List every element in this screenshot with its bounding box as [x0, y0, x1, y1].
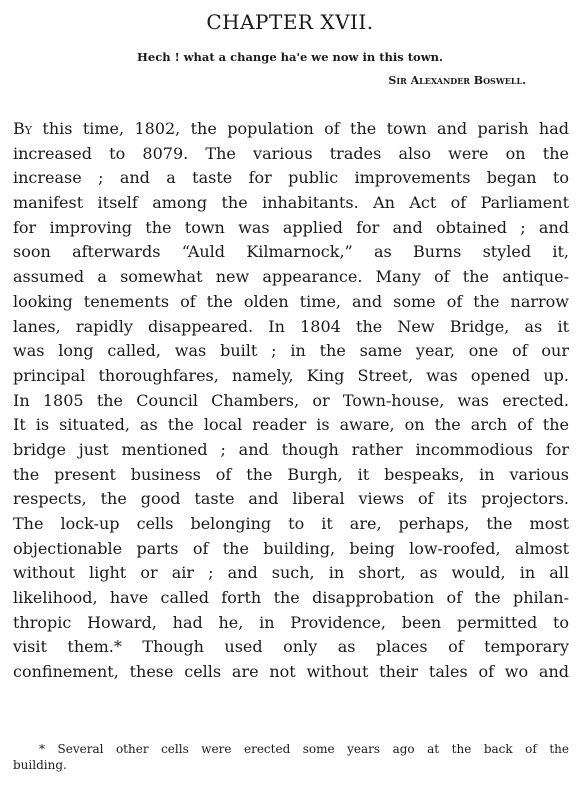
body-paragraph: [13, 117, 569, 685]
body-line: It is situated, as the local reader is aware, on the arch of the: [13, 415, 569, 435]
body-line: assumed a somewhat new appearance. Many of the antique-: [13, 267, 569, 287]
body-line: the present business of the Burgh, it bespeaks, in various: [13, 464, 569, 484]
footnote-line: * Several other cells were erected some years ago at the back of the: [39, 742, 569, 756]
footnote: [13, 741, 569, 773]
body-line: increase ; and a taste for public improvements began to: [13, 168, 569, 188]
body-line: increased to 8079. The various trades also were on the: [13, 143, 569, 163]
body-line: was long called, was built ; in the same year, one of our: [13, 341, 569, 361]
body-line: objectionable parts of the building, being low-roofed, almost: [13, 538, 569, 558]
body-line: confinement, these cells are not without their tales of wo and: [13, 662, 569, 682]
body-line: visit them.* Though used only as places of temporary: [13, 637, 569, 657]
body-line-text: this time, 1802, the population of the town and parish had: [32, 119, 569, 138]
body-line: [13, 117, 569, 142]
lead-word: By: [13, 119, 33, 138]
body-line: manifest itself among the inhabitants. An Act of Parliament: [13, 193, 569, 213]
epigraph-quote: Hech ! what a change ha'e we now in this town.: [137, 50, 443, 64]
body-line: likelihood, have called forth the disapprobation of the philan-: [13, 588, 569, 608]
body-line: bridge just mentioned ; and though rather incommodious for: [13, 439, 569, 459]
body-line: lanes, rapidly disappeared. In 1804 the New Bridge, as it: [13, 316, 569, 336]
body-line: thropic Howard, had he, in Providence, been permitted to: [13, 612, 569, 632]
body-line: for improving the town was applied for and obtained ; and: [13, 217, 569, 237]
body-line: The lock-up cells belonging to it are, perhaps, the most: [13, 514, 569, 533]
body-line: without light or air ; and such, in short, as would, in all: [13, 563, 569, 583]
body-line: respects, the good taste and liberal views of its projectors.: [13, 489, 569, 509]
epigraph-source: Sir Alexander Boswell.: [388, 74, 526, 87]
body-line: In 1805 the Council Chambers, or Town-house, was erected.: [13, 390, 569, 410]
body-line: principal thoroughfares, namely, King Street, was opened up.: [13, 365, 569, 385]
chapter-title: CHAPTER XVII.: [206, 10, 374, 34]
body-line: looking tenements of the olden time, and some of the narrow: [13, 291, 569, 311]
body-line: soon afterwards “Auld Kilmarnock,” as Burns styled it,: [13, 242, 569, 262]
footnote-line: building.: [13, 758, 67, 772]
